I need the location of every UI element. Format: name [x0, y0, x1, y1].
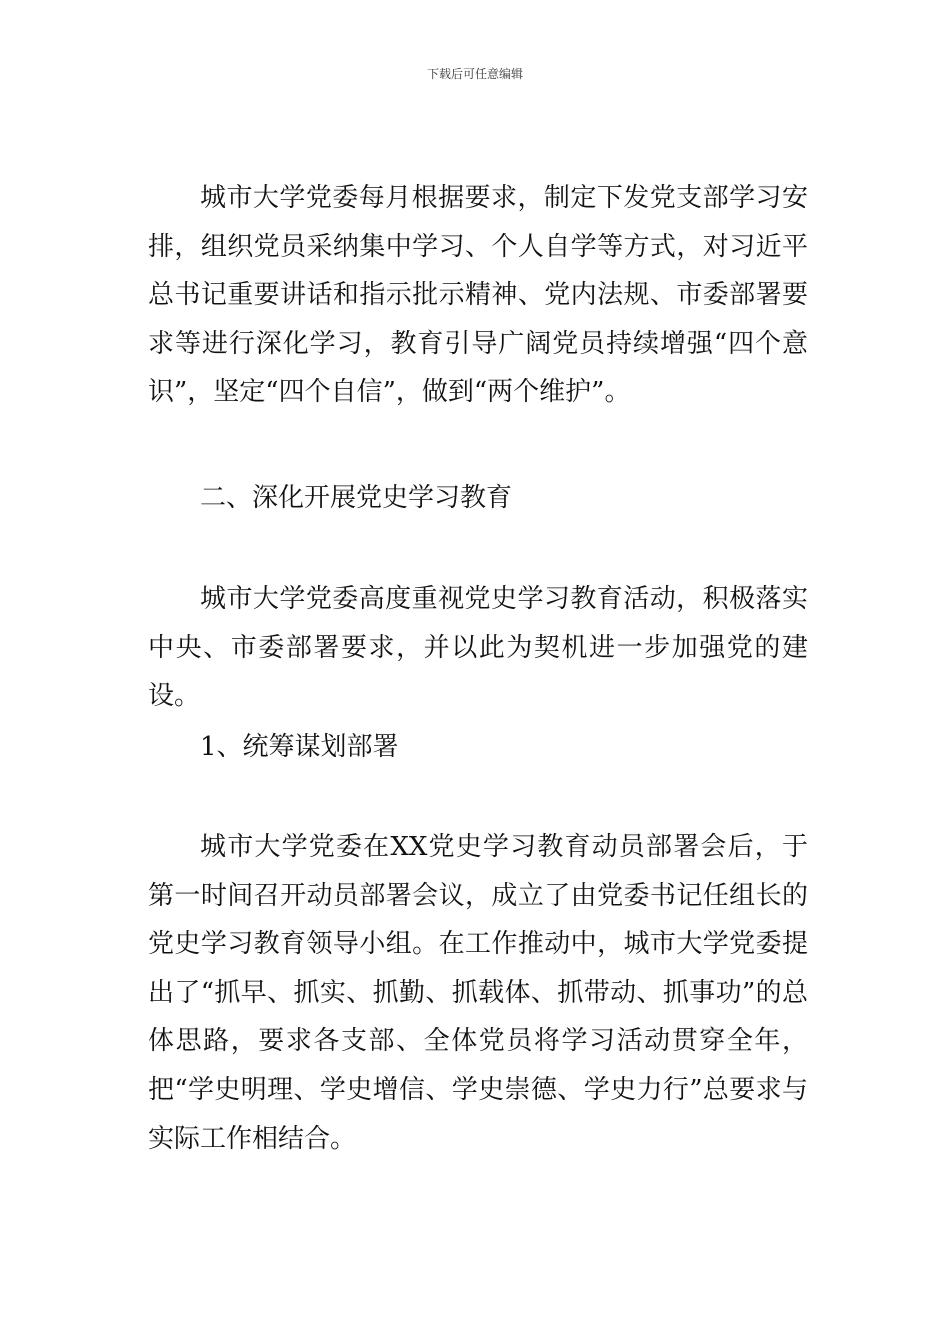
page-header-note: 下载后可任意编辑 [426, 67, 523, 81]
subsection-heading-1: 1、统筹谋划部署 [200, 732, 399, 762]
section-heading-2: 二、深化开展党史学习教育 [200, 483, 513, 513]
body-paragraph-2: 城市大学党委高度重视党史学习教育活动，积极落实中央、市委部署要求，并以此为契机进一步加强党的建设。 [148, 584, 808, 712]
body-paragraph-3: 城市大学党委在XX党史学习教育动员部署会后，于第一时间召开动员部署会议，成立了由党委书记任组长的党史学习教育领导小组。在工作推动中，城市大学党委提出了“抓早、抓实、抓勤、抓载体、抓带动、抓事功”的总体思路，要求各支部、全体党员将学习活动贯穿全年，把“学史明理、学史增信、学史崇德、学史力行”总要求与实际工作相结合。 [148, 832, 808, 1154]
body-paragraph-1: 城市大学党委每月根据要求，制定下发党支部学习安排，组织党员采纳集中学习、个人自学等方式，对习近平总书记重要讲话和指示批示精神、党内法规、市委部署要求等进行深化学习，教育引导广阔党员持续增强“四个意识”，坚定“四个自信”，做到“两个维护”。 [148, 183, 808, 408]
